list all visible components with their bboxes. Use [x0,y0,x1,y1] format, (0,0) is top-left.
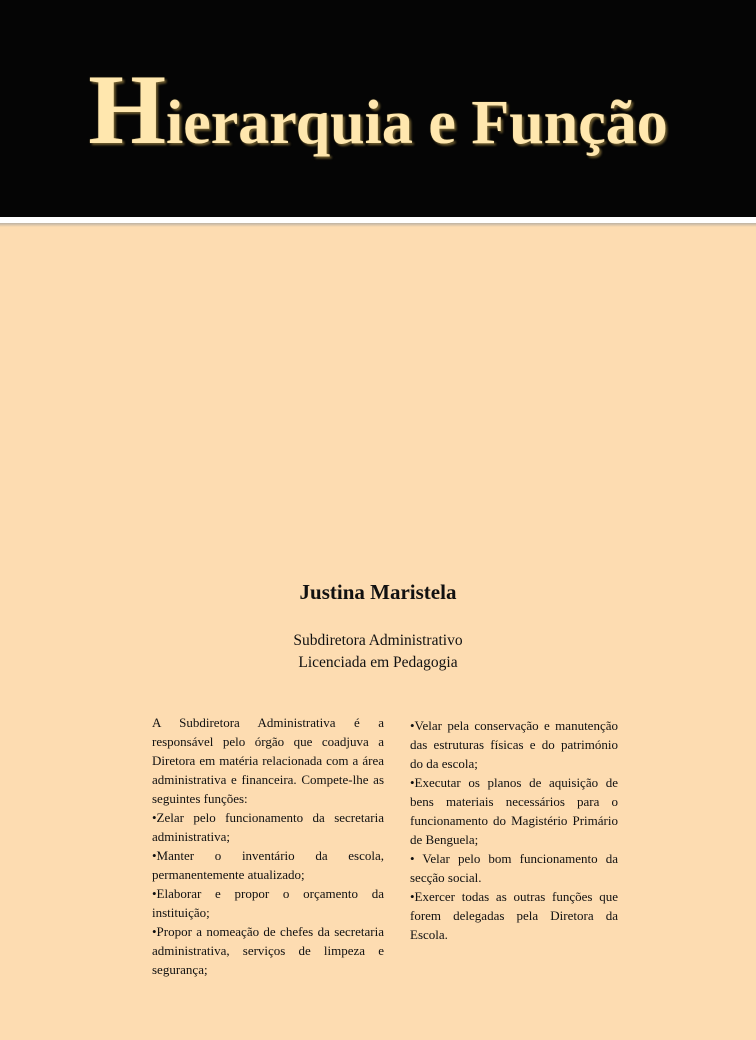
page-title-initial: H [88,54,167,165]
page-title [0,54,756,165]
duty-item: •Propor a nomeação de chefes da secretaria administrativa, serviços de limpeza e segurança; [152,924,384,977]
duty-item: •Manter o inventário da escola, permanentemente atualizado; [152,848,384,882]
duty-item: •Velar pela conservação e manutenção das estruturas físicas e do património do da escola; [410,718,618,771]
person-name: Justina Maristela [299,580,457,604]
duty-item: •Zelar pelo funcionamento da secretaria administrativa; [152,810,384,844]
duty-item: • Velar pelo bom funcionamento da secção social. [410,851,618,885]
person-credentials [0,630,756,674]
duty-item: •Executar os planos de aquisição de bens materiais necessários para o funcionamento do Magistério Primário de Benguela; [410,775,618,847]
person-role: Subdiretora Administrativo [293,632,463,649]
duties-right-column [410,716,618,944]
duties-left-column [152,713,384,979]
page-title-rest: ierarquia e Função [166,89,668,157]
duty-item: •Exercer todas as outras funções que forem delegadas pela Diretora da Escola. [410,889,618,942]
intro-paragraph: A Subdiretora Administrativa é a responsável pelo órgão que coadjuva a Diretora em matéria relacionada com a área administrativa e financeira. Compete-lhe as seguintes funções: [152,715,384,806]
banner-shadow [0,223,756,227]
duty-item: •Elaborar e propor o orçamento da instituição; [152,886,384,920]
person-degree: Licenciada em Pedagogia [298,654,458,671]
